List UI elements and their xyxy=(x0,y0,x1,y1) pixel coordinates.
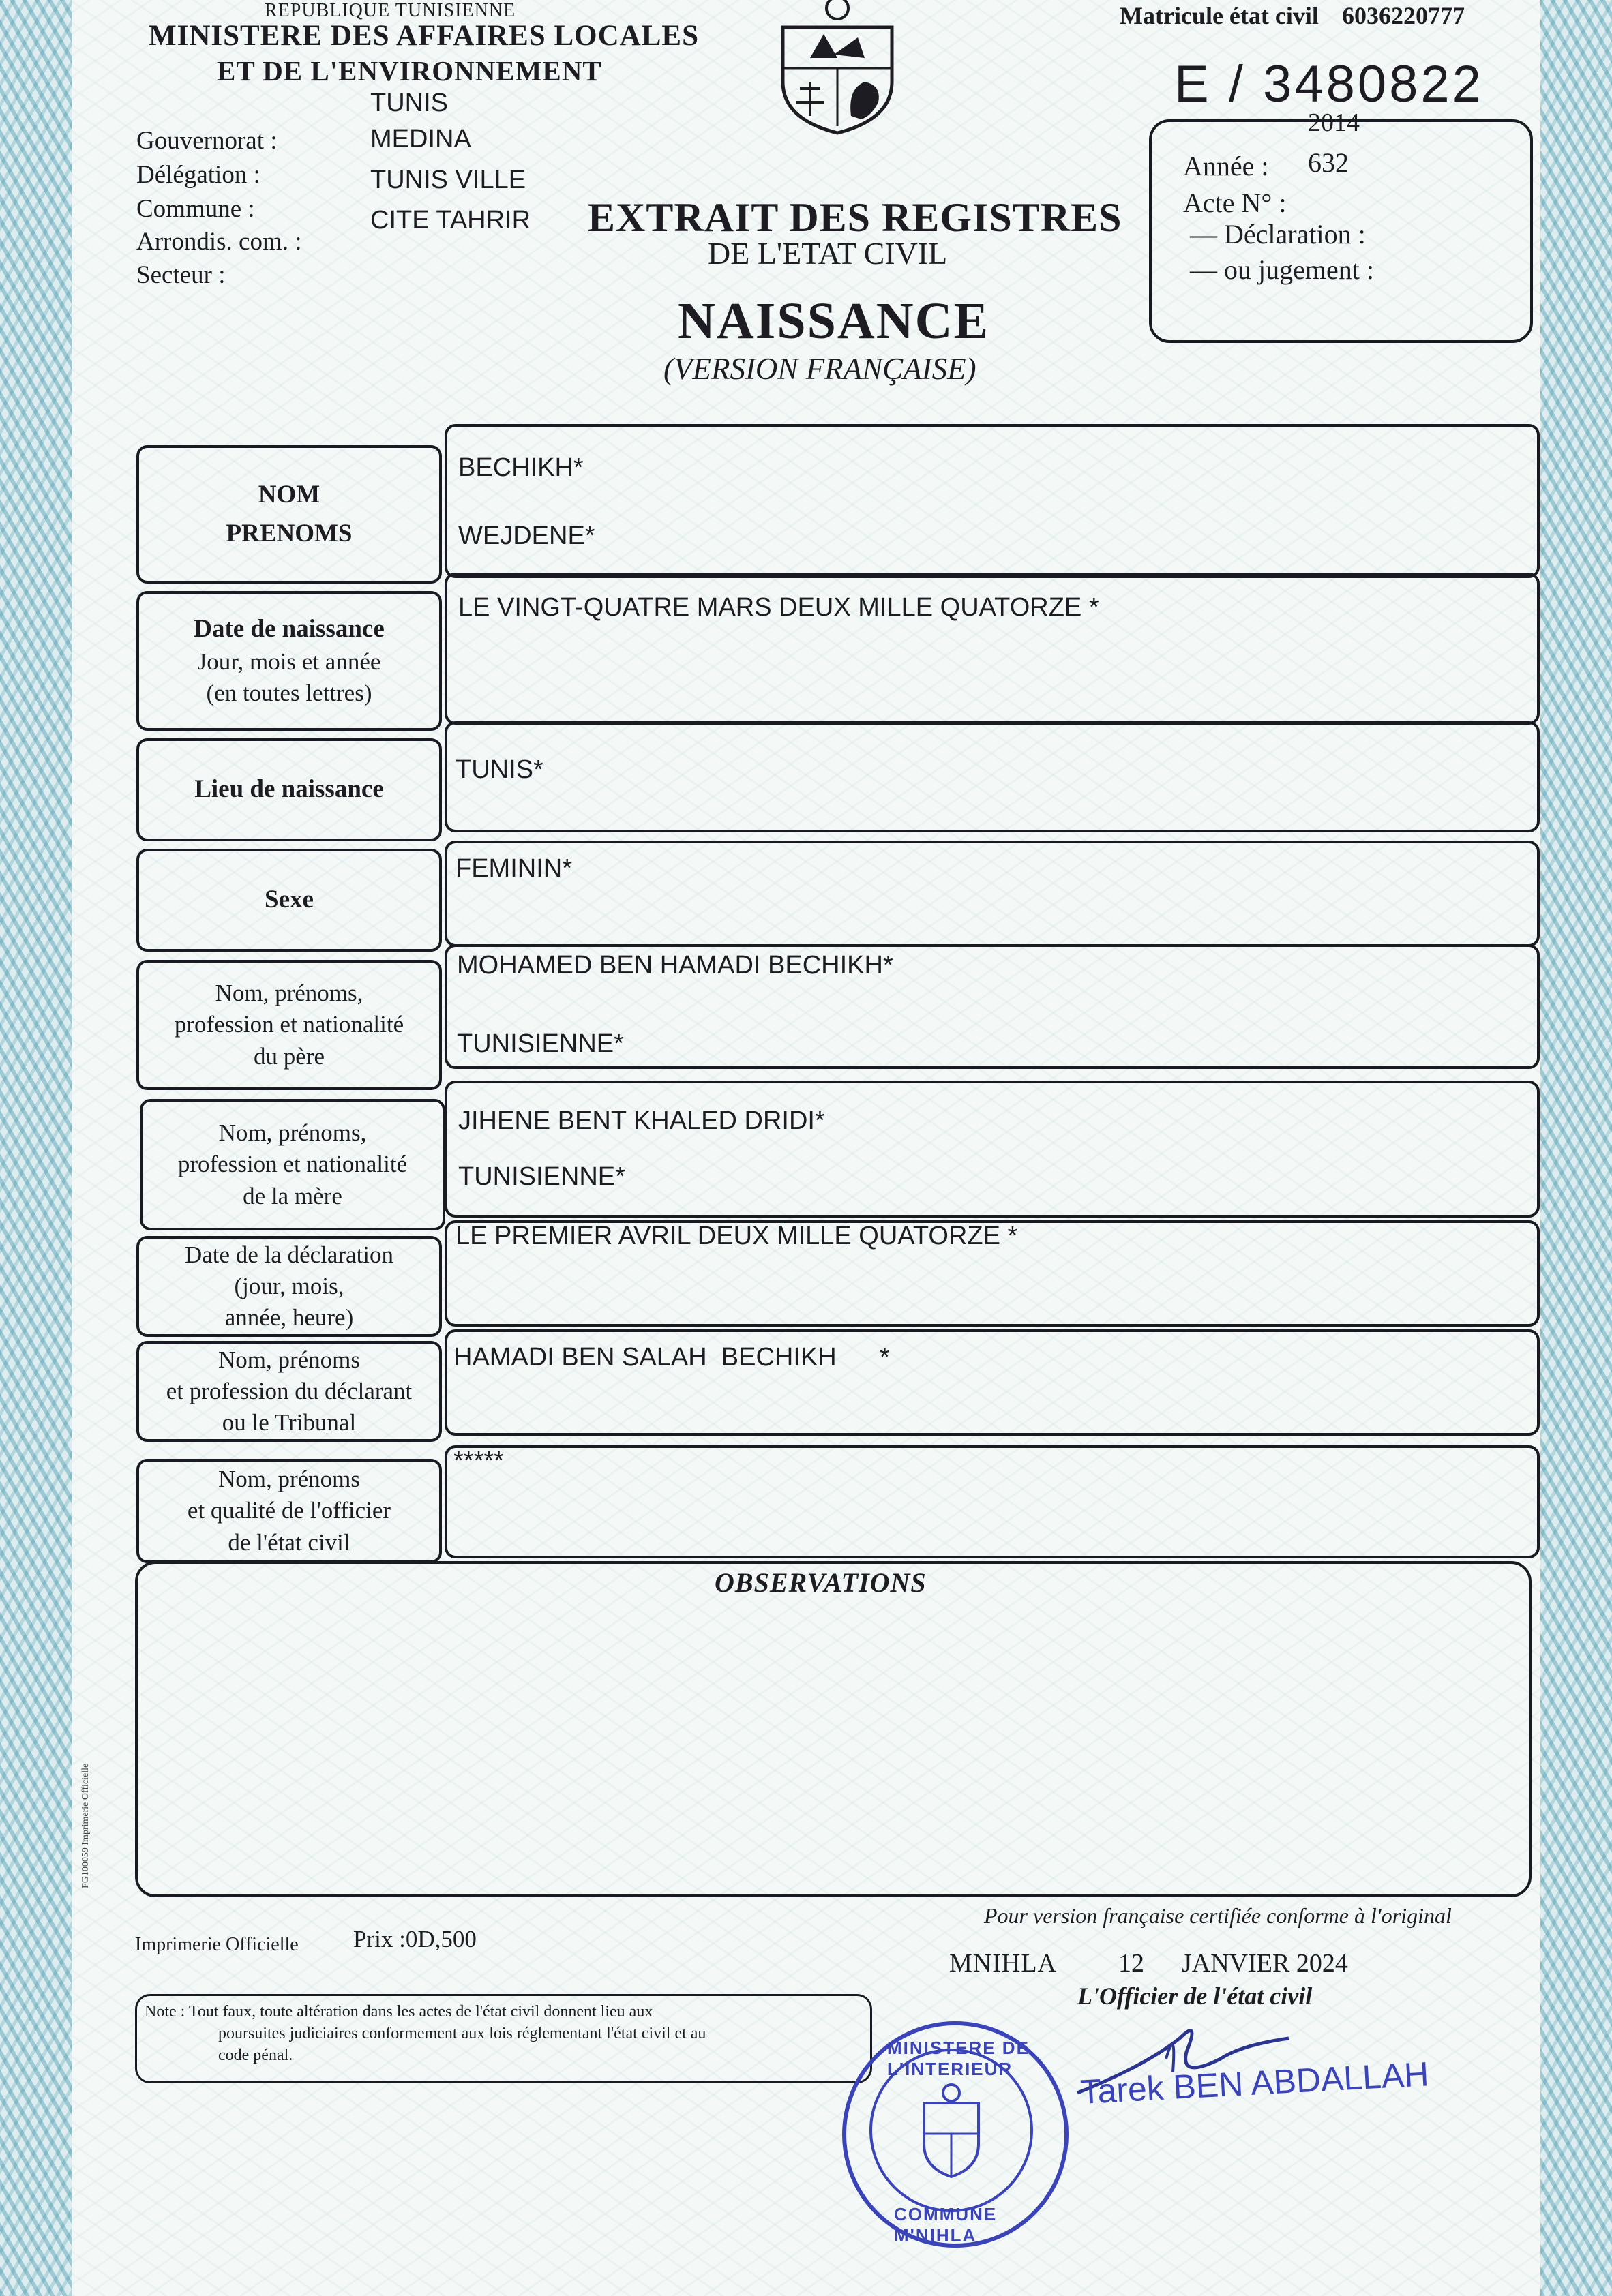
date-naissance-sublabel-2: (en toutes lettres) xyxy=(206,679,372,706)
declaration-label: — Déclaration : xyxy=(1190,219,1366,250)
ministry-line-2: ET DE L'ENVIRONNEMENT xyxy=(217,55,602,87)
arrondissement-label: Arrondis. com. : xyxy=(136,228,302,256)
declaration-label-2: (jour, mois, xyxy=(234,1272,344,1299)
commune-label: Commune : xyxy=(136,195,255,223)
label-nom-prenoms xyxy=(136,445,442,584)
sexe-value: FEMININ* xyxy=(456,854,572,883)
side-print-reference: FG100059 Imprimerie Officielle xyxy=(80,1763,91,1888)
certification-text: Pour version française certifiée conforme à l'original xyxy=(984,1903,1452,1928)
observations-title: OBSERVATIONS xyxy=(715,1567,927,1598)
label-pere xyxy=(136,960,442,1090)
ministry-line-1: MINISTERE DES AFFAIRES LOCALES xyxy=(149,20,699,52)
pere-label-2: profession et nationalité xyxy=(174,1011,404,1038)
title-version: (VERSION FRANÇAISE) xyxy=(663,352,976,386)
note-line-3: code pénal. xyxy=(218,2046,293,2064)
day-value: 12 xyxy=(1118,1949,1144,1978)
officier-label-3: de l'état civil xyxy=(228,1528,350,1556)
pere-nationality-value: TUNISIENNE* xyxy=(457,1029,624,1058)
title-extrait: EXTRAIT DES REGISTRES xyxy=(588,195,1122,240)
pere-label-1: Nom, prénoms, xyxy=(215,980,363,1007)
date-naissance-value: LE VINGT-QUATRE MARS DEUX MILLE QUATORZE * xyxy=(458,593,1099,622)
acte-label: Acte N° : xyxy=(1183,187,1287,218)
gouvernorat-label: Gouvernorat : xyxy=(136,127,278,155)
label-officier xyxy=(136,1459,442,1563)
label-date-declaration xyxy=(136,1236,442,1337)
stamp-bottom-text: COMMUNE M'NIHLA xyxy=(894,2204,998,2246)
delegation-value: TUNIS VILLE xyxy=(370,166,526,194)
mere-label-1: Nom, prénoms, xyxy=(218,1119,367,1147)
prix-label: Prix :0D,500 xyxy=(353,1926,477,1952)
value-box-sexe xyxy=(445,841,1540,947)
value-box-mere xyxy=(445,1081,1540,1218)
lieu-naissance-value: TUNIS* xyxy=(456,755,543,784)
annee-label: Année : xyxy=(1183,151,1269,181)
gouvernorat-value: MEDINA xyxy=(370,125,471,153)
mere-label-2: profession et nationalité xyxy=(177,1151,408,1178)
lieu-naissance-label: Lieu de naissance xyxy=(194,775,384,804)
prenoms-label: PRENOMS xyxy=(226,519,353,547)
matricule-label: Matricule état civil xyxy=(1120,2,1319,29)
acte-value: 632 xyxy=(1308,147,1349,178)
stamp-top-text: MINISTERE DE L'INTERIEUR xyxy=(887,2038,1030,2079)
decorative-border-left xyxy=(0,0,72,2296)
value-box-officier xyxy=(445,1445,1540,1558)
prenoms-value: WEJDENE* xyxy=(458,522,595,550)
declarant-label-3: ou le Tribunal xyxy=(222,1409,357,1436)
officier-label-1: Nom, prénoms xyxy=(218,1466,361,1493)
label-date-naissance xyxy=(136,591,442,731)
serial-number: E / 3480822 xyxy=(1174,55,1484,113)
declaration-label-1: Date de la déclaration xyxy=(184,1241,394,1268)
label-lieu-naissance xyxy=(136,738,442,841)
coat-of-arms-icon xyxy=(769,0,906,136)
declarant-label-2: et profession du déclarant xyxy=(166,1377,413,1404)
declaration-value: LE PREMIER AVRIL DEUX MILLE QUATORZE * xyxy=(456,1222,1018,1250)
pere-label-3: du père xyxy=(254,1042,325,1070)
declaration-label-3: année, heure) xyxy=(224,1304,354,1331)
sexe-label: Sexe xyxy=(265,886,314,914)
mere-label-3: de la mère xyxy=(243,1182,342,1209)
jugement-label: — ou jugement : xyxy=(1190,254,1374,285)
place-label: MNIHLA xyxy=(949,1949,1057,1978)
mere-name-value: JIHENE BENT KHALED DRIDI* xyxy=(458,1106,825,1135)
label-sexe xyxy=(136,849,442,952)
value-box-nom xyxy=(445,424,1540,578)
mere-nationality-value: TUNISIENNE* xyxy=(458,1162,625,1191)
annee-value: 2014 xyxy=(1308,108,1360,137)
nom-label: NOM xyxy=(258,480,320,509)
delegation-label: Délégation : xyxy=(136,161,260,189)
declarant-value: HAMADI BEN SALAH BECHIKH * xyxy=(453,1343,890,1372)
tunis-label: TUNIS xyxy=(370,89,448,117)
month-year-value: JANVIER 2024 xyxy=(1182,1949,1348,1978)
commune-value: CITE TAHRIR xyxy=(370,206,531,235)
officier-label-2: et qualité de l'officier xyxy=(187,1497,391,1524)
note-text xyxy=(145,2001,706,2066)
decorative-border-right xyxy=(1540,0,1612,2296)
note-line-2: poursuites judiciaires conformement aux lois réglementant l'état civil et au xyxy=(218,2025,706,2042)
republic-label: REPUBLIQUE TUNISIENNE xyxy=(265,0,516,21)
date-naissance-sublabel: Jour, mois et année xyxy=(197,648,381,675)
nom-value: BECHIKH* xyxy=(458,453,584,482)
officier-name-stamp: Tarek BEN ABDALLAH xyxy=(1079,2055,1430,2111)
officier-title: L'Officier de l'état civil xyxy=(1077,1982,1313,2010)
declarant-label-1: Nom, prénoms xyxy=(218,1346,361,1373)
title-etat-civil: DE L'ETAT CIVIL xyxy=(708,236,948,271)
pere-name-value: MOHAMED BEN HAMADI BECHIKH* xyxy=(457,951,893,980)
label-mere xyxy=(140,1099,445,1230)
officier-value: ***** xyxy=(453,1447,504,1475)
official-stamp xyxy=(842,2021,1069,2248)
imprimerie-label: Imprimerie Officielle xyxy=(135,1934,299,1955)
matricule-value: 6036220777 xyxy=(1342,2,1465,29)
value-box-lieu xyxy=(445,721,1540,832)
observations-box xyxy=(135,1561,1532,1897)
date-naissance-label: Date de naissance xyxy=(194,614,385,643)
label-declarant xyxy=(136,1341,442,1442)
note-line-1: Note : Tout faux, toute altération dans les actes de l'état civil donnent lieu aux xyxy=(145,2003,653,2021)
secteur-label: Secteur : xyxy=(136,261,226,289)
title-naissance: NAISSANCE xyxy=(678,292,990,350)
